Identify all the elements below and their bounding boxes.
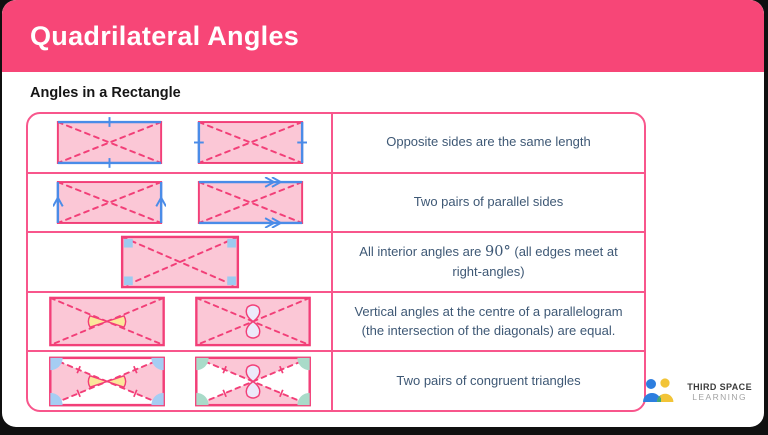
logo-line1: THIRD SPACE	[687, 381, 752, 392]
diagram-cell	[28, 293, 331, 351]
rectangle-equal-horizontal-sides-icon	[53, 117, 166, 168]
property-text: Two pairs of congruent triangles	[331, 352, 644, 410]
rectangle-congruent-top-bottom-triangles-icon	[194, 356, 312, 407]
table-row-parallel-sides	[28, 172, 644, 232]
rectangle-vertical-angles-horizontal-icon	[48, 296, 166, 347]
property-text: All interior angles are 90° (all edges meet at right-angles)	[331, 233, 644, 291]
third-space-learning-icon	[642, 378, 680, 405]
rectangle-congruent-side-triangles-icon	[48, 356, 166, 407]
logo-line2: LEARNING	[692, 391, 747, 402]
section-heading: Angles in a Rectangle	[30, 85, 181, 101]
rectangle-right-angle-corners-icon	[120, 235, 240, 289]
diagram-cell	[28, 352, 331, 410]
property-text: Opposite sides are the same length	[331, 114, 644, 172]
rectangle-equal-vertical-sides-icon	[194, 117, 307, 168]
table-row-equal-sides	[28, 114, 644, 172]
property-text: Two pairs of parallel sides	[331, 174, 644, 232]
page-title: Quadrilateral Angles	[30, 20, 300, 51]
rectangle-parallel-vertical-sides-icon	[53, 177, 166, 228]
rectangle-parallel-horizontal-sides-icon	[194, 177, 307, 228]
page-header	[2, 0, 764, 72]
diagram-cell	[28, 114, 331, 172]
diagram-cell	[28, 174, 331, 232]
property-text: Vertical angles at the centre of a parallelogram (the intersection of the diagonals) are equal.	[331, 293, 644, 351]
table-row-vertical-angles	[28, 291, 644, 351]
math-ninety-degrees: 90°	[485, 244, 511, 261]
rectangle-vertical-angles-vertical-icon	[194, 296, 312, 347]
table-row-congruent-triangles	[28, 350, 644, 410]
rectangle-properties-table	[26, 112, 646, 412]
diagram-cell	[28, 233, 331, 291]
table-row-right-angles	[28, 231, 644, 291]
lesson-card	[2, 0, 764, 427]
third-space-learning-logo	[642, 378, 752, 405]
logo-text	[687, 382, 752, 402]
